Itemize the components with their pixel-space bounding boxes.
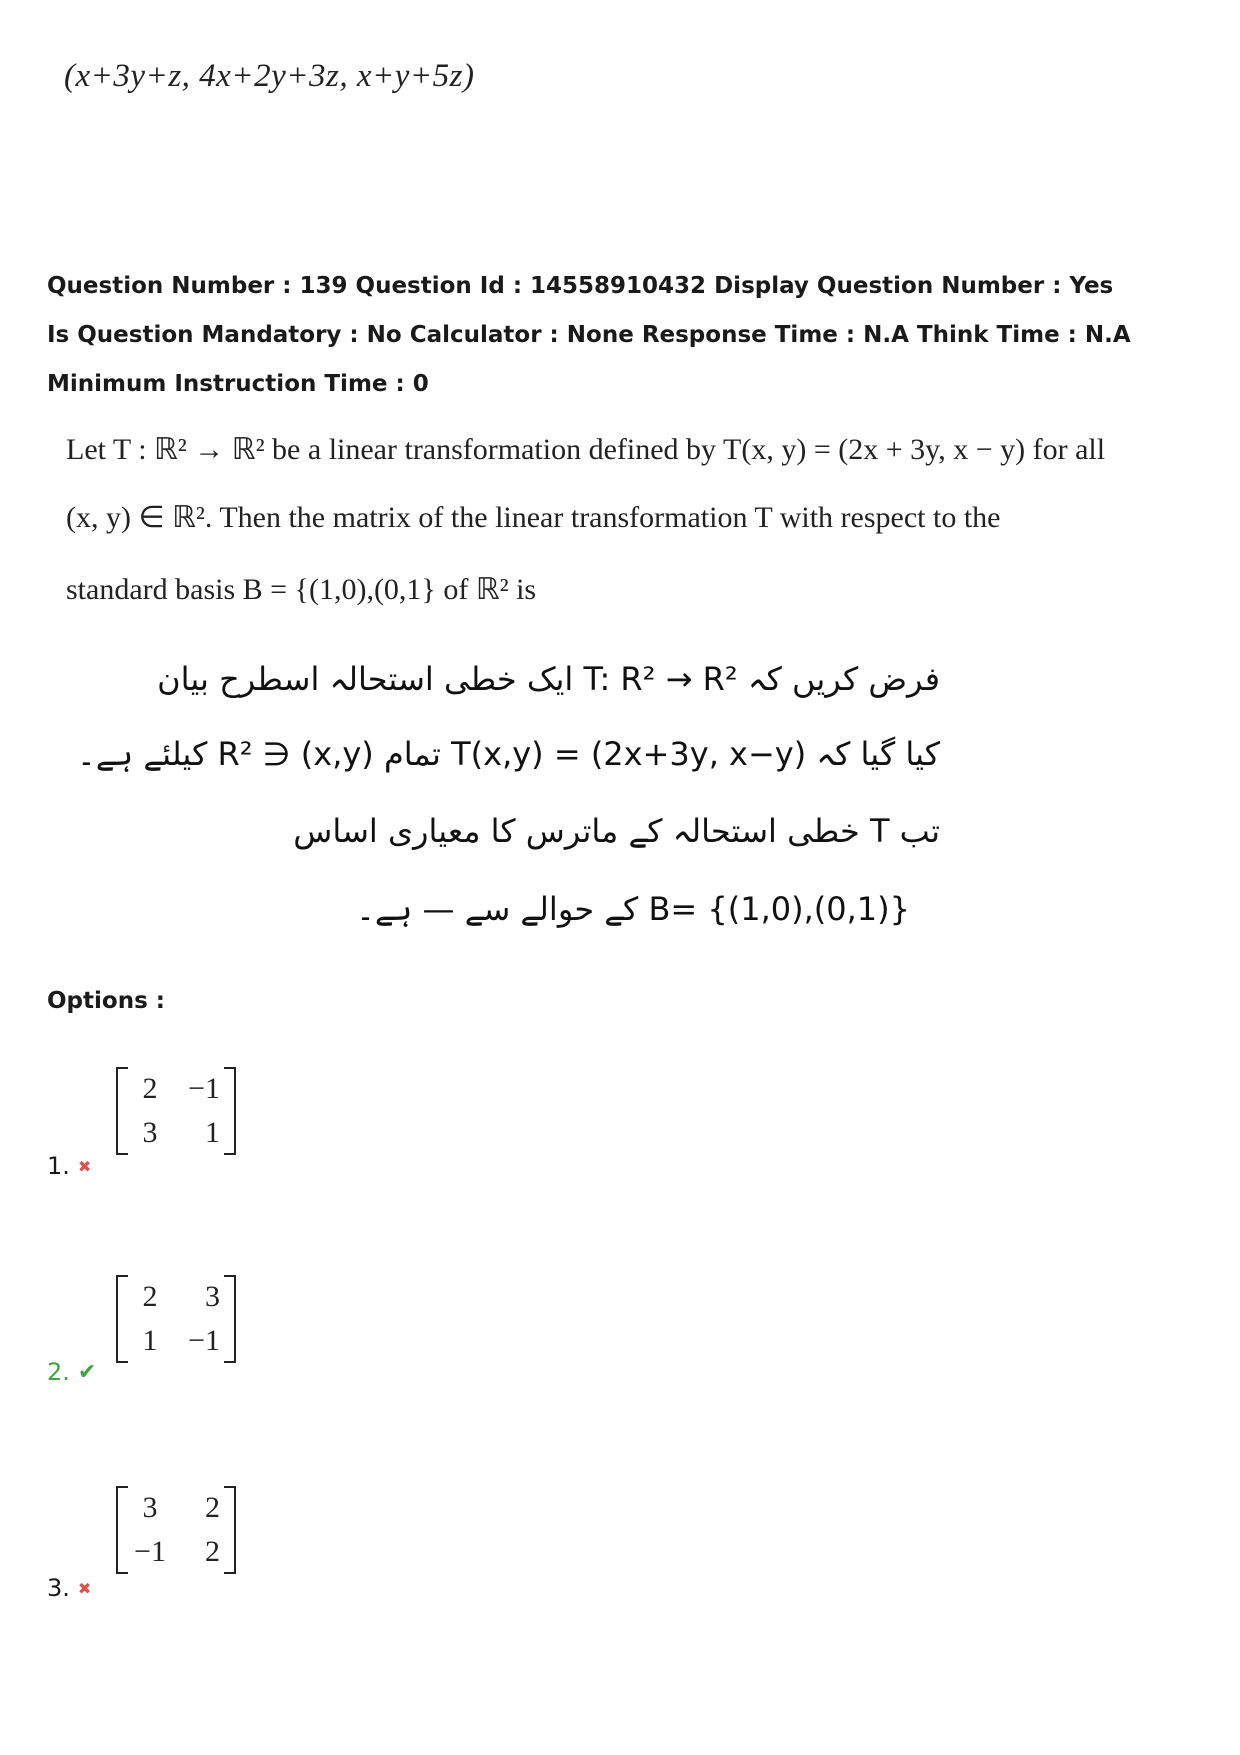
matrix-cell: −1	[188, 1324, 220, 1357]
matrix-cell: 3	[142, 1491, 158, 1524]
wrong-cross-icon: ✖	[77, 1156, 92, 1176]
response-time: Response Time : N.A	[641, 322, 909, 348]
options-label: Options :	[47, 988, 165, 1014]
question-line-3: standard basis B = {(1,0),(0,1} of ℝ² is	[66, 573, 537, 606]
right-bracket	[224, 1275, 236, 1363]
matrix-cell: 3	[142, 1116, 158, 1149]
urdu-line-1: فرض کریں کہ T: R² → R² ایک خطی استحالہ اسطرح بیان	[157, 660, 940, 698]
question-line-2: (x, y) ∈ ℝ². Then the matrix of the linear transformation T with respect to the	[66, 501, 1001, 534]
matrix-cell: 2	[142, 1072, 158, 1105]
correct-check-icon: ✔	[77, 1359, 97, 1385]
question-number: Question Number : 139	[47, 273, 348, 299]
matrix-cell: 3	[205, 1280, 220, 1313]
option-1[interactable]	[47, 1152, 91, 1180]
question-line-1: Let T : ℝ² → ℝ² be a linear transformation defined by T(x, y) = (2x + 3y, x − y) for all	[66, 433, 1106, 466]
left-bracket	[116, 1486, 128, 1574]
option-2[interactable]	[47, 1358, 96, 1386]
matrix-cell: −1	[134, 1535, 166, 1568]
option-1-matrix	[116, 1067, 236, 1155]
is-question-mandatory: Is Question Mandatory : No	[47, 322, 402, 348]
right-bracket	[224, 1486, 236, 1574]
urdu-line-3: تب T خطی استحالہ کے ماترس کا معیاری اساس	[293, 812, 940, 850]
left-bracket	[116, 1067, 128, 1155]
question-id: Question Id : 14558910432	[355, 273, 707, 299]
left-bracket	[116, 1275, 128, 1363]
minimum-instruction-time: Minimum Instruction Time : 0	[47, 371, 429, 397]
matrix-cell: 2	[205, 1491, 220, 1524]
urdu-line-4: B= {(1,0),(0,1)} کے حوالے سے — ہے۔	[356, 890, 910, 928]
display-question-number: Display Question Number : Yes	[714, 273, 1114, 299]
matrix-cell: 1	[142, 1324, 158, 1357]
calculator: Calculator : None	[409, 322, 634, 348]
option-1-number: 1.	[47, 1152, 70, 1180]
matrix-cell: 1	[205, 1116, 220, 1149]
matrix-grid	[128, 1486, 224, 1574]
matrix-cell: 2	[205, 1535, 220, 1568]
previous-question-expression: (x+3y+z, 4x+2y+3z, x+y+5z)	[64, 58, 475, 94]
urdu-line-2: کیا گیا کہ T(x,y) = (2x+3y, x−y) تمام (x,y) ∈ R² کیلئے ہے۔	[77, 735, 940, 773]
matrix-grid	[128, 1067, 224, 1155]
matrix-cell: 2	[142, 1280, 158, 1313]
option-2-number: 2.	[47, 1358, 70, 1386]
matrix-cell: −1	[188, 1072, 220, 1105]
right-bracket	[224, 1067, 236, 1155]
option-2-matrix	[116, 1275, 236, 1363]
option-3-matrix	[116, 1486, 236, 1574]
option-3[interactable]	[47, 1574, 91, 1602]
wrong-cross-icon: ✖	[77, 1578, 92, 1598]
matrix-grid	[128, 1275, 224, 1363]
think-time: Think Time : N.A	[916, 322, 1131, 348]
option-3-number: 3.	[47, 1574, 70, 1602]
question-meta	[47, 262, 1197, 409]
